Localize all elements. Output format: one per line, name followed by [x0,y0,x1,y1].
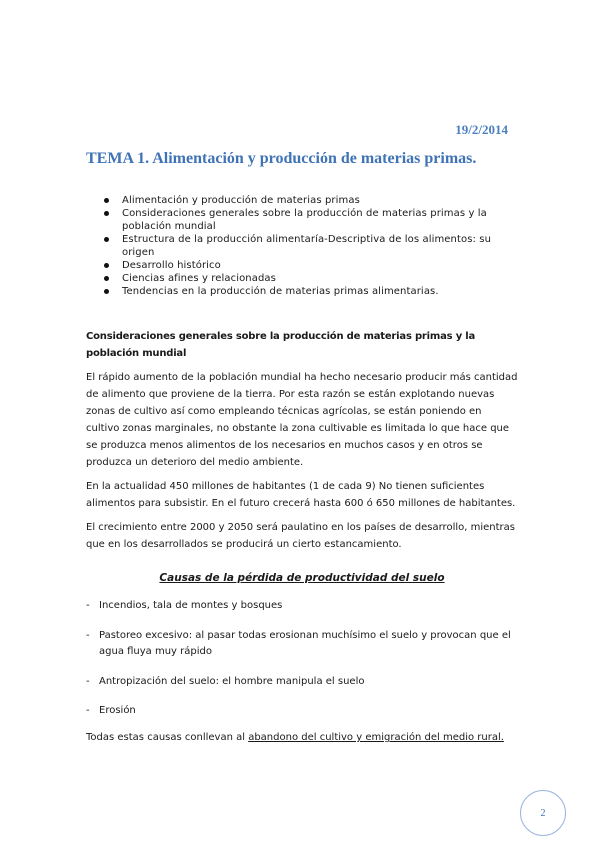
dash-bullet-icon: - [86,600,90,611]
list-item: - Incendios, tala de montes y bosques [86,598,518,614]
list-item: Consideraciones generales sobre la producción de materias primas y la población mundial [104,207,524,233]
list-item: - Antropización del suelo: el hombre manipula el suelo [86,674,518,690]
paragraph: El rápido aumento de la población mundial ha hecho necesario producir más cantidad de alimento que proviene de la tierra. Por esta razón se están explotando nuevas zonas de cultivo así como empleando técnicas agrícolas, se están poniendo en cultivo zonas marginales, no obstante la zona cultivable es limitada lo que hace que se produzca menos alimentos de los necesarios en muchos casos y en otros se produzca un deterioro del medio ambiente. [86,372,518,468]
list-item: Tendencias en la producción de materias primas alimentarias. [104,285,524,298]
bullet-icon [104,276,109,281]
dash-bullet-icon: - [86,705,90,716]
causes-list [86,703,518,719]
bullet-icon [104,237,109,242]
list-item: Ciencias afines y relacionadas [104,272,524,285]
section-heading: Consideraciones generales sobre la producción de materias primas y la población mundial [86,331,476,359]
causes-list [86,598,518,614]
bullet-icon [104,198,109,203]
conclusion-underlined-text: abandono del cultivo y emigración del medio rural. [248,732,504,743]
causes-list [86,674,518,690]
page-number: 2 [540,807,546,819]
causes-list [86,628,518,660]
list-item: Alimentación y producción de materias primas [104,194,524,207]
dash-bullet-icon: - [86,630,90,641]
conclusion-text: Todas estas causas conllevan al [86,732,249,743]
bullet-icon [104,211,109,216]
section-heading-soil-productivity: Causas de la pérdida de productividad del suelo [159,572,445,584]
section-general-considerations [86,328,518,553]
list-item: - Erosión [86,703,518,719]
conclusion-paragraph [86,729,518,746]
paragraph: En la actualidad 450 millones de habitantes (1 de cada 9) No tienen suficientes alimentos para subsistir. En el futuro crecerá hasta 600 ó 650 millones de habitantes. [86,481,516,509]
list-item: Estructura de la producción alimentaría-Descriptiva de los alimentos: su origen [104,233,524,259]
bullet-icon [104,263,109,268]
list-item: - Pastoreo excesivo: al pasar todas erosionan muchísimo el suelo y provocan que el agua fluya muy rápido [86,630,511,657]
list-item: Desarrollo histórico [104,259,524,272]
page-number-badge [520,790,566,836]
bullet-icon [104,289,109,294]
document-date: 19/2/2014 [455,122,508,137]
topic-bullet-list [104,194,524,298]
document-title: TEMA 1. Alimentación y producción de materias primas. [86,150,477,167]
dash-bullet-icon: - [86,676,90,687]
paragraph: El crecimiento entre 2000 y 2050 será paulatino en los países de desarrollo, mientras que en los desarrollados se producirá un cierto estancamiento. [86,522,515,550]
